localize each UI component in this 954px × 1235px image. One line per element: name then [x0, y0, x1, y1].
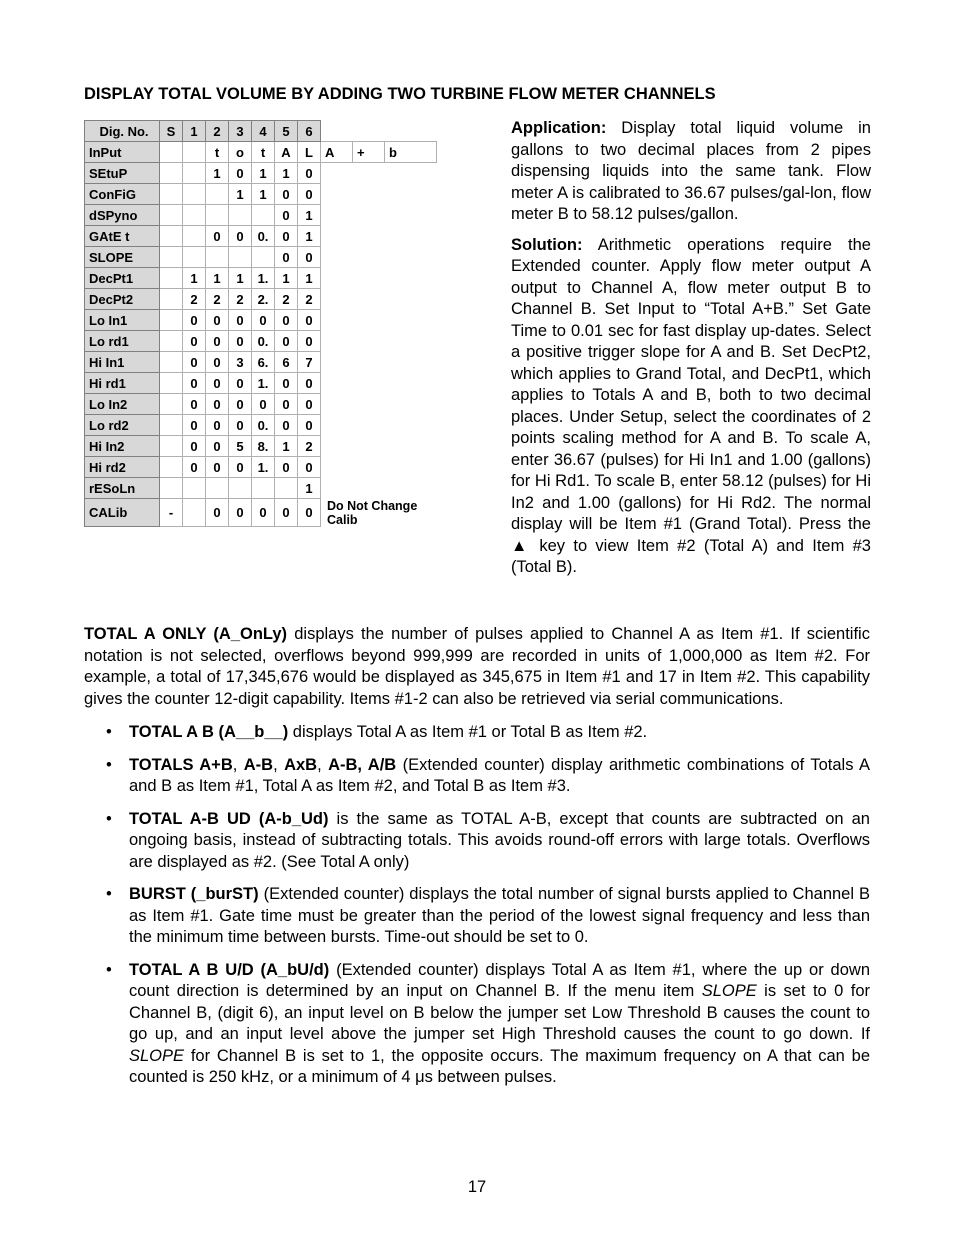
- column-header: 6: [298, 121, 321, 142]
- menu-item-name: DecPt2: [85, 289, 160, 310]
- column-header: Dig. No.: [85, 121, 160, 142]
- table-row: [85, 394, 437, 415]
- table-row: [85, 142, 437, 163]
- table-cell: 0: [298, 394, 321, 415]
- table-row: [85, 331, 437, 352]
- table-cell: [183, 184, 206, 205]
- mode-label: TOTAL A-B UD (A-b_Ud): [129, 809, 329, 828]
- separator: ,: [317, 755, 329, 774]
- table-cell: 0: [298, 457, 321, 478]
- table-cell: [275, 478, 298, 499]
- application-label: Application:: [511, 119, 607, 137]
- table-cell: [160, 457, 183, 478]
- table-cell: [183, 247, 206, 268]
- table-row: [85, 310, 437, 331]
- table-cell: 0: [229, 373, 252, 394]
- mode-text: (Extended counter) displays Total A as Item #1, where the up or down count direction is determined by an input on Channel B. If the menu item: [129, 960, 870, 1000]
- table-cell: [160, 331, 183, 352]
- mode-text: (Extended counter) displays the total number of signal bursts applied to Channel B as Item #1. Gate time must be greater than the period of the lowest signal frequency and less than the minimum time between bursts. Time-out should be set to 0.: [129, 885, 870, 946]
- table-cell: [160, 436, 183, 457]
- table-cell: [229, 205, 252, 226]
- table-cell: 0: [275, 184, 298, 205]
- menu-settings-table: [84, 120, 437, 527]
- table-cell: 0.: [252, 331, 275, 352]
- table-cell: 1: [275, 268, 298, 289]
- menu-item-name: Lo In1: [85, 310, 160, 331]
- total-a-only-label: TOTAL A ONLY (A_OnLy): [84, 625, 288, 643]
- table-cell: 0: [183, 331, 206, 352]
- table-cell: 0: [275, 373, 298, 394]
- table-cell: 0: [298, 331, 321, 352]
- table-cell: 0: [275, 394, 298, 415]
- input-selection-cell: A: [321, 142, 353, 163]
- total-a-only-text: displays the number of pulses applied to Channel A as Item #1. If scientific notation is not selected, overflows beyond 999,999 are recorded in units of 1,000,000 as Item #2. For example, a total of 17,345,676 would be displayed as 345,675 in Item #1 and 17 in Item #2. This capability gives the counter 12-digit capability. Items #1-2 can also be retrieved via serial communications.: [84, 625, 870, 708]
- mode-label: A-B, A/B: [328, 755, 397, 774]
- input-selection-cell: +: [353, 142, 385, 163]
- table-cell: 1: [298, 205, 321, 226]
- menu-item-ref: SLOPE: [701, 982, 757, 1000]
- menu-item-name: CALib: [85, 499, 160, 527]
- table-cell: 0: [183, 415, 206, 436]
- table-cell: 0: [206, 394, 229, 415]
- table-cell: A: [275, 142, 298, 163]
- menu-item-ref: SLOPE: [129, 1046, 185, 1065]
- table-cell: 0.: [252, 226, 275, 247]
- table-cell: 0: [206, 499, 229, 527]
- menu-item-name: InPut: [85, 142, 160, 163]
- table-cell: [252, 247, 275, 268]
- list-item: [84, 884, 870, 949]
- table-cell: 0: [298, 415, 321, 436]
- total-a-only-paragraph: [84, 624, 870, 710]
- table-row: [85, 415, 437, 436]
- table-cell: 1: [252, 184, 275, 205]
- table-cell: 0: [183, 394, 206, 415]
- table-cell: 0: [183, 373, 206, 394]
- table-cell: 1: [275, 436, 298, 457]
- table-cell: 0: [229, 415, 252, 436]
- mode-label: AxB: [284, 755, 318, 774]
- table-cell: 0: [229, 226, 252, 247]
- mode-label: TOTALS A+B: [129, 755, 233, 774]
- menu-item-name: SLOPE: [85, 247, 160, 268]
- table-cell: 0: [298, 247, 321, 268]
- table-row: [85, 499, 437, 527]
- table-cell: [160, 394, 183, 415]
- table-row: [85, 247, 437, 268]
- mode-list: [84, 722, 870, 1089]
- table-cell: [160, 268, 183, 289]
- menu-item-name: DecPt1: [85, 268, 160, 289]
- table-cell: 0: [275, 205, 298, 226]
- table-cell: 0: [275, 310, 298, 331]
- mode-text: (Extended counter) display arithmetic combinations of Totals A and B as Item #1, Total A as Item #2, and Total B as Item #3.: [129, 755, 870, 795]
- table-cell: 2: [275, 289, 298, 310]
- table-row: [85, 478, 437, 499]
- table-cell: 1: [252, 163, 275, 184]
- table-cell: 2: [206, 289, 229, 310]
- column-header: 3: [229, 121, 252, 142]
- column-header: 1: [183, 121, 206, 142]
- mode-text: displays Total A as Item #1 or Total B as Item #2.: [288, 723, 648, 741]
- table-cell: 1.: [252, 268, 275, 289]
- table-cell: 1.: [252, 457, 275, 478]
- table-cell: 0: [252, 394, 275, 415]
- table-cell: 0: [298, 499, 321, 527]
- mode-text: is set to 0 for Channel B, (digit 6), an input level on B below the jumper set Low Threshold B causes the count to go up, and an input level above the jumper set High Threshold causes the count to go down. If: [129, 982, 870, 1043]
- table-cell: [160, 184, 183, 205]
- table-cell: 0: [252, 499, 275, 527]
- table-cell: [160, 142, 183, 163]
- table-row: [85, 373, 437, 394]
- table-cell: [160, 373, 183, 394]
- table-cell: [160, 163, 183, 184]
- menu-item-name: rESoLn: [85, 478, 160, 499]
- list-item: [84, 755, 870, 798]
- calib-note: Do Not Change Calib: [327, 498, 418, 527]
- table-cell: [229, 247, 252, 268]
- table-cell: 0: [229, 331, 252, 352]
- table-cell: 0: [275, 415, 298, 436]
- table-cell: 2: [183, 289, 206, 310]
- table-cell: 2.: [252, 289, 275, 310]
- table-cell: [183, 226, 206, 247]
- menu-item-name: ConFiG: [85, 184, 160, 205]
- menu-item-name: dSPyno: [85, 205, 160, 226]
- table-cell: [183, 163, 206, 184]
- table-cell: 6: [275, 352, 298, 373]
- table-row: [85, 457, 437, 478]
- table-cell: [160, 352, 183, 373]
- table-cell: 0: [229, 310, 252, 331]
- table-cell: 0: [229, 394, 252, 415]
- column-header: 4: [252, 121, 275, 142]
- table-cell: 0: [229, 163, 252, 184]
- table-cell: 1: [298, 268, 321, 289]
- table-cell: 0: [275, 331, 298, 352]
- menu-item-name: Hi rd2: [85, 457, 160, 478]
- application-text: Display total liquid volume in gallons to two decimal places from 2 pipes dispensing liquids into the same tank. Flow meter A is calibrated to 36.67 pulses/gal-lon, flow meter B to 58.12 pulses/gallon.: [511, 119, 871, 223]
- table-cell: 1.: [252, 373, 275, 394]
- page-number: 17: [467, 1178, 487, 1196]
- table-cell: 2: [298, 289, 321, 310]
- body-text: [84, 624, 870, 1100]
- application-paragraph: [511, 118, 871, 226]
- table-cell: 0: [229, 457, 252, 478]
- table-cell: 5: [229, 436, 252, 457]
- table-cell: 0: [275, 457, 298, 478]
- table-cell: 0: [206, 310, 229, 331]
- table-row: [85, 268, 437, 289]
- menu-item-name: SEtuP: [85, 163, 160, 184]
- table-cell: 0: [275, 247, 298, 268]
- table-header-row: [85, 121, 437, 142]
- table-cell: [252, 205, 275, 226]
- solution-text: Arithmetic operations require the Extended counter. Apply flow meter output A output to Channel A, flow meter output B to Channel B. Set Input to “Total A+B.” Set Gate Time to 0.01 sec for fast display up-dates. Select a positive trigger slope for A and B. Set DecPt2, which applies to Grand Total, and DecPt1, which applies to Totals A and B, both to two decimal places. Under Setup, select the coordinates of 2 points scaling method for A and B. To scale A, enter 36.67 (pulses) for Hi In1 and 1.00 (gallons) for Hi Rd1. To scale B, enter 58.12 (pulses) for Hi In2 and 1.00 (gallons) for Hi Rd2. The normal display will be Item #1 (Grand Total). Press the ▲ key to view Item #2 (Total A) and Item #3 (Total B).: [511, 235, 871, 576]
- table-cell: 0: [252, 310, 275, 331]
- table-cell: o: [229, 142, 252, 163]
- table-cell: 8.: [252, 436, 275, 457]
- list-item: [84, 809, 870, 874]
- mode-text: for Channel B is set to 1, the opposite occurs. The maximum frequency on A that can be counted is 250 kHz, or a minimum of 4 μs between pulses.: [129, 1046, 870, 1086]
- table-cell: 0: [183, 310, 206, 331]
- table-cell: 0: [275, 226, 298, 247]
- table-cell: 0: [206, 373, 229, 394]
- separator: ,: [273, 755, 285, 774]
- column-header: S: [160, 121, 183, 142]
- table-cell: 1: [229, 268, 252, 289]
- table-cell: 0: [183, 457, 206, 478]
- input-selection-cell: b: [385, 142, 437, 163]
- column-header: 2: [206, 121, 229, 142]
- mode-label: TOTAL A B U/D (A_bU/d): [129, 960, 330, 979]
- table-cell: [206, 478, 229, 499]
- table-cell: 0: [206, 226, 229, 247]
- table-cell: [160, 289, 183, 310]
- table-cell: 1: [206, 163, 229, 184]
- solution-paragraph: [511, 235, 871, 579]
- table-cell: [206, 205, 229, 226]
- table-cell: 1: [229, 184, 252, 205]
- table-cell: L: [298, 142, 321, 163]
- table-cell: 0: [183, 436, 206, 457]
- table-cell: 1: [298, 226, 321, 247]
- table-cell: 0: [298, 184, 321, 205]
- table-cell: 2: [298, 436, 321, 457]
- list-item: [84, 960, 870, 1089]
- table-row: [85, 205, 437, 226]
- table-cell: 7: [298, 352, 321, 373]
- table-cell: [183, 478, 206, 499]
- table-cell: 1: [275, 163, 298, 184]
- solution-label: Solution:: [511, 235, 583, 254]
- table-cell: 0.: [252, 415, 275, 436]
- table-cell: 0: [275, 499, 298, 527]
- table-cell: 0: [206, 436, 229, 457]
- table-cell: 0: [206, 415, 229, 436]
- table-cell: 0: [229, 499, 252, 527]
- table-cell: 0: [206, 352, 229, 373]
- table-cell: t: [206, 142, 229, 163]
- table-cell: 1: [183, 268, 206, 289]
- table-cell: [229, 478, 252, 499]
- menu-item-name: Lo rd1: [85, 331, 160, 352]
- table-cell: -: [160, 499, 183, 527]
- table-row: [85, 184, 437, 205]
- table-row: [85, 226, 437, 247]
- table-cell: [160, 478, 183, 499]
- table-row: [85, 289, 437, 310]
- table-cell: 0: [298, 373, 321, 394]
- menu-item-name: Hi rd1: [85, 373, 160, 394]
- table-cell: [206, 184, 229, 205]
- table-cell: 0: [206, 457, 229, 478]
- mode-label: BURST (_burST): [129, 885, 259, 903]
- table-cell: [183, 142, 206, 163]
- table-cell: 1: [206, 268, 229, 289]
- menu-item-name: Lo In2: [85, 394, 160, 415]
- mode-label: A-B: [243, 755, 274, 774]
- table-cell: [183, 499, 206, 527]
- mode-label: TOTAL A B (A__b__): [129, 723, 289, 741]
- mode-text: is the same as TOTAL A-B, except that counts are subtracted on an ongoing basis, instead of subtracting totals. This avoids round-off errors with large totals. Overflows are displayed as #2. (See Total A only): [129, 809, 870, 871]
- table-cell: [160, 247, 183, 268]
- table-cell: 0: [298, 310, 321, 331]
- table-cell: 0: [206, 331, 229, 352]
- menu-item-name: Hi In2: [85, 436, 160, 457]
- table-cell: [206, 247, 229, 268]
- table-cell: [160, 310, 183, 331]
- table-cell: 3: [229, 352, 252, 373]
- table-row: [85, 436, 437, 457]
- section-heading: DISPLAY TOTAL VOLUME BY ADDING TWO TURBINE FLOW METER CHANNELS: [84, 85, 716, 103]
- table-row: [85, 163, 437, 184]
- table-cell: [160, 226, 183, 247]
- table-cell: 0: [298, 163, 321, 184]
- table-cell: [160, 205, 183, 226]
- table-cell: [252, 478, 275, 499]
- table-cell: 0: [183, 352, 206, 373]
- menu-item-name: Lo rd2: [85, 415, 160, 436]
- table-cell: 1: [298, 478, 321, 499]
- separator: ,: [232, 755, 244, 774]
- menu-item-name: Hi In1: [85, 352, 160, 373]
- table-cell: 2: [229, 289, 252, 310]
- application-column: [511, 118, 871, 588]
- table-row: [85, 352, 437, 373]
- menu-item-name: GAtE t: [85, 226, 160, 247]
- column-header: 5: [275, 121, 298, 142]
- table-cell: t: [252, 142, 275, 163]
- list-item: [84, 722, 870, 744]
- table-cell: 6.: [252, 352, 275, 373]
- table-cell: [183, 205, 206, 226]
- table-cell: [160, 415, 183, 436]
